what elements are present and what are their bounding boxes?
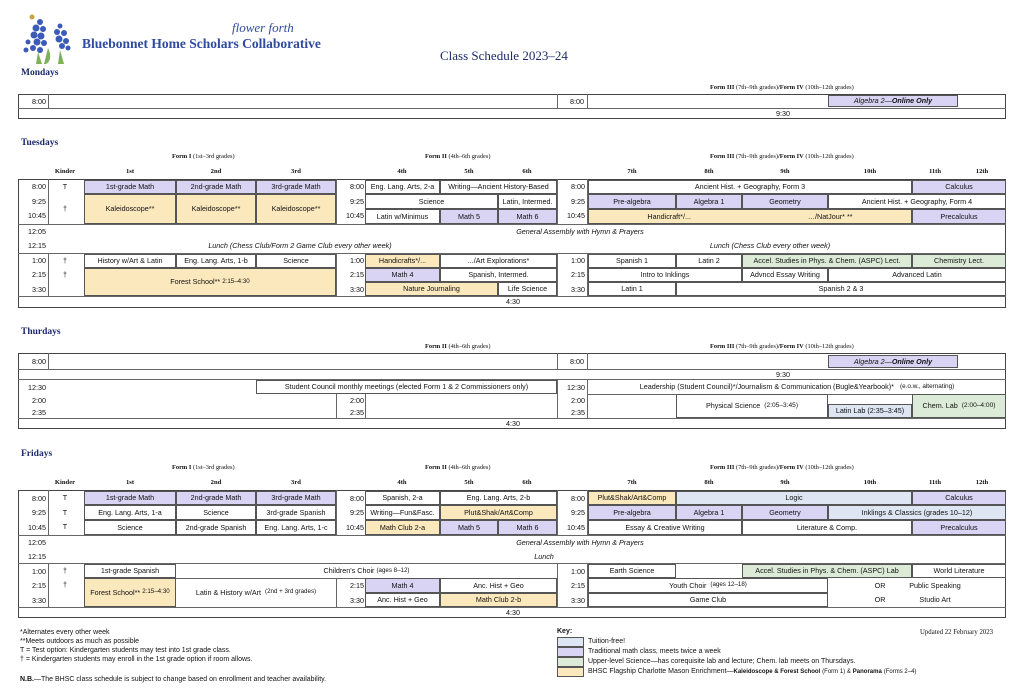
- time: 4:30: [506, 419, 520, 429]
- lunch-note: Lunch: [534, 551, 554, 561]
- class-cell: Studio Art: [919, 595, 951, 605]
- class-cell: Latin 2: [676, 254, 742, 268]
- class-cell: Science: [84, 520, 176, 535]
- class-cell: Science: [256, 254, 336, 268]
- class-cell: Handicrafts*/...: [365, 254, 440, 268]
- time: 9:25: [350, 508, 364, 517]
- class-cell: Math 5: [440, 209, 498, 224]
- class-cell: Spanish 2 & 3: [676, 282, 1006, 296]
- time: 3:30: [32, 596, 46, 605]
- day-heading-monday: Mondays: [21, 68, 59, 78]
- class-cell: Chemistry Lect.: [912, 254, 1006, 268]
- test-option-mark: T: [62, 522, 68, 532]
- time: 2:00: [350, 396, 364, 405]
- class-cell: Science: [365, 194, 498, 209]
- class-cell: Plut&Shak/Art&Comp: [588, 491, 676, 505]
- class-cell: Writing—Fun&Fasc.: [365, 505, 440, 520]
- class-cell: Math 4: [365, 268, 440, 282]
- time: 2:15: [32, 581, 46, 590]
- class-cell: Spanish, 2-a: [365, 491, 440, 505]
- grade-header: 6th: [522, 479, 532, 486]
- class-cell: Eng. Lang. Arts, 1-c: [256, 520, 336, 535]
- grade-header: 1st: [125, 479, 135, 486]
- time: 4:30: [506, 297, 520, 307]
- class-cell: 2nd-grade Math: [176, 180, 256, 194]
- class-cell-physical-science: Physical Science (2:05–3:45): [676, 394, 828, 418]
- class-cell: Advncd Essay Writing: [742, 268, 828, 282]
- class-cell: Literature & Comp.: [742, 520, 912, 535]
- grade-header: 12th: [975, 479, 989, 486]
- grade-header: 6th: [522, 168, 532, 175]
- time: 2:35: [32, 408, 46, 417]
- dagger-mark: †: [63, 566, 67, 576]
- grade-header: 5th: [464, 168, 474, 175]
- time: 10:45: [28, 211, 46, 220]
- class-cell: Advanced Latin: [828, 268, 1006, 282]
- time: 8:00: [570, 357, 584, 366]
- time: 9:25: [32, 197, 46, 206]
- time: 2:15: [32, 270, 46, 279]
- footnote: *Alternates every other week: [20, 629, 110, 636]
- time: 8:00: [570, 97, 584, 106]
- class-cell-forest-school: Forest School** 2:15–4:30: [84, 578, 176, 607]
- dagger-mark: †: [63, 270, 67, 280]
- time: 8:00: [32, 182, 46, 191]
- day-heading-thursday: Thurdays: [21, 327, 61, 337]
- class-cell: Spanish 1: [588, 254, 676, 268]
- grade-header: 12th: [975, 168, 989, 175]
- class-cell-handicraft-natjour: Handicraft*/... …/NatJour* **: [588, 209, 912, 224]
- class-cell-forest-school: Forest School** 2:15–4:30: [84, 268, 336, 296]
- grade-header: 7th: [627, 479, 637, 486]
- time: 1:00: [32, 256, 46, 265]
- class-cell: Kaleidoscope**: [256, 194, 336, 224]
- dagger-mark: †: [63, 580, 67, 590]
- class-cell: Accel. Studies in Phys. & Chem. (ASPC) Lect.: [742, 254, 912, 268]
- class-cell: Eng. Lang. Arts, 2-a: [365, 180, 440, 194]
- time: 9:25: [571, 197, 585, 206]
- class-cell-leadership: Leadership (Student Council)*/Journalism & Communication (Bugle&Yearbook)* (e.o.w., alternating): [639, 382, 955, 392]
- class-cell: Pre-algebra: [588, 194, 676, 209]
- grade-header: 2nd: [210, 168, 222, 175]
- or-label: OR: [874, 580, 886, 590]
- class-cell: 1st-grade Spanish: [84, 564, 176, 578]
- or-label: OR: [874, 595, 886, 605]
- class-cell: History w/Art & Latin: [84, 254, 176, 268]
- class-cell: .../Art Explorations*: [440, 254, 557, 268]
- class-cell: Eng. Lang. Arts, 2-b: [440, 491, 557, 505]
- test-option-mark: T: [62, 493, 68, 503]
- time: 8:00: [32, 97, 46, 106]
- form-heading-f2: Form II (4th–6th grades): [425, 153, 491, 160]
- class-cell: Ancient Hist. + Geography, Form 4: [828, 194, 1006, 209]
- time: 9:30: [776, 370, 790, 379]
- time: 12:05: [28, 538, 46, 547]
- class-cell: 1st-grade Math: [84, 491, 176, 505]
- test-option-mark: T: [62, 182, 68, 192]
- grade-header: 7th: [627, 168, 637, 175]
- legend-label: Tuition-free!: [588, 638, 626, 645]
- time: 1:00: [571, 256, 585, 265]
- legend-label: Traditional math class, meets twice a week: [588, 648, 721, 655]
- class-cell: Spanish, Intermed.: [440, 268, 557, 282]
- grade-header: 9th: [780, 479, 790, 486]
- time: 8:00: [350, 494, 364, 503]
- class-cell: Latin 1: [588, 282, 676, 296]
- time: 10:45: [346, 523, 364, 532]
- time: 3:30: [350, 285, 364, 294]
- class-cell: 2nd-grade Math: [176, 491, 256, 505]
- class-cell: 3rd-grade Math: [256, 180, 336, 194]
- class-cell: Pre-algebra: [588, 505, 676, 520]
- time: 2:15: [571, 581, 585, 590]
- time: 10:45: [567, 211, 585, 220]
- time: 1:00: [571, 567, 585, 576]
- class-cell: Geometry: [742, 505, 828, 520]
- legend-swatch-enrichment: [557, 667, 584, 677]
- class-cell-algebra2-online: Algebra 2— Online Only: [828, 355, 958, 368]
- legend-label: Upper-level Science—has corequisite lab and lecture; Chem. lab meets on Thursdays.: [588, 658, 856, 665]
- page-title: Class Schedule 2023–24: [440, 48, 568, 63]
- dagger-mark: †: [63, 256, 67, 266]
- class-cell: Geometry: [742, 194, 828, 209]
- form-heading-f3f4: Form III (7th–9th grades)/Form IV (10th–12th grades): [710, 343, 854, 350]
- legend-title: Key:: [557, 628, 573, 635]
- class-cell: Nature Journaling: [365, 282, 498, 296]
- time: 12:15: [28, 552, 46, 561]
- class-cell: Ancient Hist. + Geography, Form 3: [588, 180, 912, 194]
- class-cell: Math 4: [365, 578, 440, 593]
- grade-header: 2nd: [210, 479, 222, 486]
- class-cell-childrens-choir: Children's Choir (ages 8–12): [323, 566, 410, 576]
- grade-header: 10th: [863, 479, 877, 486]
- class-cell-youth-choir: Youth Choir (ages 12–18): [588, 578, 828, 593]
- footnote: **Meets outdoors as much as possible: [20, 638, 140, 645]
- time: 2:15: [350, 581, 364, 590]
- form-heading-f1: Form I (1st–3rd grades): [172, 153, 235, 160]
- org-name: Bluebonnet Home Scholars Collaborative: [82, 36, 321, 51]
- footnote: † = Kindergarten students may enroll in the 1st grade option if room allows.: [20, 656, 253, 663]
- time: 8:00: [32, 494, 46, 503]
- class-cell: Inklings & Classics (grades 10–12): [828, 505, 1006, 520]
- class-cell: Essay & Creative Writing: [588, 520, 742, 535]
- legend-label-enrichment: BHSC Flagship Charlotte Mason Enrichment—Kaleidoscope & Forest School (Form 1) & Panorama (Forms 2–4): [588, 668, 917, 675]
- form-heading-f3f4: Form III (7th–9th grades)/Form IV (10th–12th grades): [710, 464, 854, 471]
- class-cell-chem-lab: Chem. Lab (2:00–4:00): [912, 394, 1006, 418]
- lunch-note: Lunch (Chess Club/Form 2 Game Club every other week): [208, 240, 392, 250]
- day-heading-friday: Fridays: [21, 449, 53, 459]
- class-cell: Kaleidoscope**: [84, 194, 176, 224]
- class-cell: Eng. Lang. Arts, 1-a: [84, 505, 176, 520]
- lunch-note: Lunch (Chess Club every other week): [709, 240, 831, 250]
- class-cell-algebra2-online: Algebra 2— Online Only: [828, 95, 958, 107]
- class-cell: Game Club: [588, 593, 828, 607]
- class-cell: Precalculus: [912, 209, 1006, 224]
- motto: flower forth: [232, 20, 294, 35]
- time: 12:30: [567, 383, 585, 392]
- class-cell: 1st-grade Math: [84, 180, 176, 194]
- time: 9:25: [32, 508, 46, 517]
- class-cell: Eng. Lang. Arts, 1-b: [176, 254, 256, 268]
- time: 9:30: [776, 109, 790, 119]
- time: 12:15: [28, 241, 46, 250]
- grade-header: 3rd: [291, 479, 301, 486]
- class-cell: Math Club 2-b: [440, 593, 557, 607]
- class-cell: Calculus: [912, 180, 1006, 194]
- class-cell: Writing—Ancient History-Based: [440, 180, 557, 194]
- class-cell: Public Speaking: [909, 580, 961, 590]
- class-cell: Math 5: [440, 520, 498, 535]
- grade-header: 1st: [125, 168, 135, 175]
- grade-header: 11th: [928, 168, 942, 175]
- time: 2:00: [32, 396, 46, 405]
- grade-header: 10th: [863, 168, 877, 175]
- time: 8:00: [32, 357, 46, 366]
- assembly-note: General Assembly with Hymn & Prayers: [516, 226, 644, 236]
- class-cell: Intro to Inklings: [588, 268, 742, 282]
- class-cell: Math 6: [498, 209, 557, 224]
- time: 8:00: [571, 494, 585, 503]
- grade-header: 3rd: [291, 168, 301, 175]
- grade-header: 4th: [397, 479, 407, 486]
- class-cell: 3rd-grade Spanish: [256, 505, 336, 520]
- class-cell: Latin w/Minimus: [365, 209, 440, 224]
- dagger-mark: †: [63, 204, 67, 214]
- class-cell: 2nd-grade Spanish: [176, 520, 256, 535]
- form-heading-f1: Form I (1st–3rd grades): [172, 464, 235, 471]
- logo: [22, 12, 321, 64]
- form-heading-f2: Form II (4th–6th grades): [425, 464, 491, 471]
- form-heading-f3f4: Form III (7th–9th grades)/Form IV (10th–12th grades): [710, 84, 854, 91]
- time: 2:35: [571, 408, 585, 417]
- grade-header: Kinder: [54, 479, 76, 486]
- form-heading-f2: Form II (4th–6th grades): [425, 343, 491, 350]
- time: 4:30: [506, 608, 520, 618]
- class-cell: Anc. Hist + Geo: [365, 593, 440, 607]
- updated-date: Updated 22 February 2023: [920, 629, 994, 636]
- time: 3:30: [571, 596, 585, 605]
- grade-header: 8th: [704, 479, 714, 486]
- grade-header: Kinder: [54, 168, 76, 175]
- class-cell: Science: [176, 505, 256, 520]
- class-cell: World Literature: [912, 564, 1006, 578]
- class-cell-latin-history: Latin & History w/Art (2nd + 3rd grades): [195, 587, 317, 597]
- day-heading-tuesday: Tuesdays: [21, 138, 59, 148]
- time: 2:35: [350, 408, 364, 417]
- footnote: T = Test option: Kindergarten students may test into 1st grade class.: [20, 647, 231, 654]
- class-cell: Math 6: [498, 520, 557, 535]
- time: 3:30: [32, 285, 46, 294]
- time: 8:00: [571, 182, 585, 191]
- bluebonnet-flower-icon: [22, 12, 80, 64]
- time: 2:15: [571, 270, 585, 279]
- class-cell-latin-lab: Latin Lab (2:35–3:45): [828, 404, 912, 418]
- class-cell: Kaleidoscope**: [176, 194, 256, 224]
- grade-header: 9th: [780, 168, 790, 175]
- legend-swatch-free: [557, 637, 584, 647]
- class-cell: 3rd-grade Math: [256, 491, 336, 505]
- test-option-mark: T: [62, 508, 68, 518]
- class-cell: Accel. Studies in Phys. & Chem. (ASPC) Lab: [742, 564, 912, 578]
- time: 2:00: [571, 396, 585, 405]
- class-cell: Algebra 1: [676, 505, 742, 520]
- time: 9:25: [571, 508, 585, 517]
- time: 8:00: [350, 182, 364, 191]
- footnote-nb: N.B.—The BHSC class schedule is subject to change based on enrollment and teacher availability.: [20, 676, 327, 683]
- time: 10:45: [346, 211, 364, 220]
- time: 3:30: [350, 596, 364, 605]
- legend-swatch-science: [557, 657, 584, 667]
- grade-header: 11th: [928, 479, 942, 486]
- time: 1:00: [32, 567, 46, 576]
- legend-swatch-math: [557, 647, 584, 657]
- time: 12:30: [28, 383, 46, 392]
- class-cell: Latin, Intermed.: [498, 194, 557, 209]
- time: 1:00: [350, 256, 364, 265]
- time: 10:45: [28, 523, 46, 532]
- time: 9:25: [350, 197, 364, 206]
- time: 3:30: [571, 285, 585, 294]
- time: 2:15: [350, 270, 364, 279]
- class-cell: Calculus: [912, 491, 1006, 505]
- grade-header: 4th: [397, 168, 407, 175]
- assembly-note: General Assembly with Hymn & Prayers: [516, 537, 644, 547]
- grade-header: 5th: [464, 479, 474, 486]
- class-cell: Logic: [676, 491, 912, 505]
- class-cell: Life Science: [498, 282, 557, 296]
- class-cell: Algebra 1: [676, 194, 742, 209]
- class-cell: Anc. Hist + Geo: [440, 578, 557, 593]
- class-cell: Plut&Shak/Art&Comp: [440, 505, 557, 520]
- form-heading-f3f4: Form III (7th–9th grades)/Form IV (10th–12th grades): [710, 153, 854, 160]
- time: 12:05: [28, 227, 46, 236]
- time: 10:45: [567, 523, 585, 532]
- class-cell: Precalculus: [912, 520, 1006, 535]
- grade-header: 8th: [704, 168, 714, 175]
- class-cell-student-council: Student Council monthly meetings (elected Form 1 & 2 Commissioners only): [256, 380, 557, 394]
- class-cell: Earth Science: [588, 564, 676, 578]
- class-cell: Math Club 2-a: [365, 520, 440, 535]
